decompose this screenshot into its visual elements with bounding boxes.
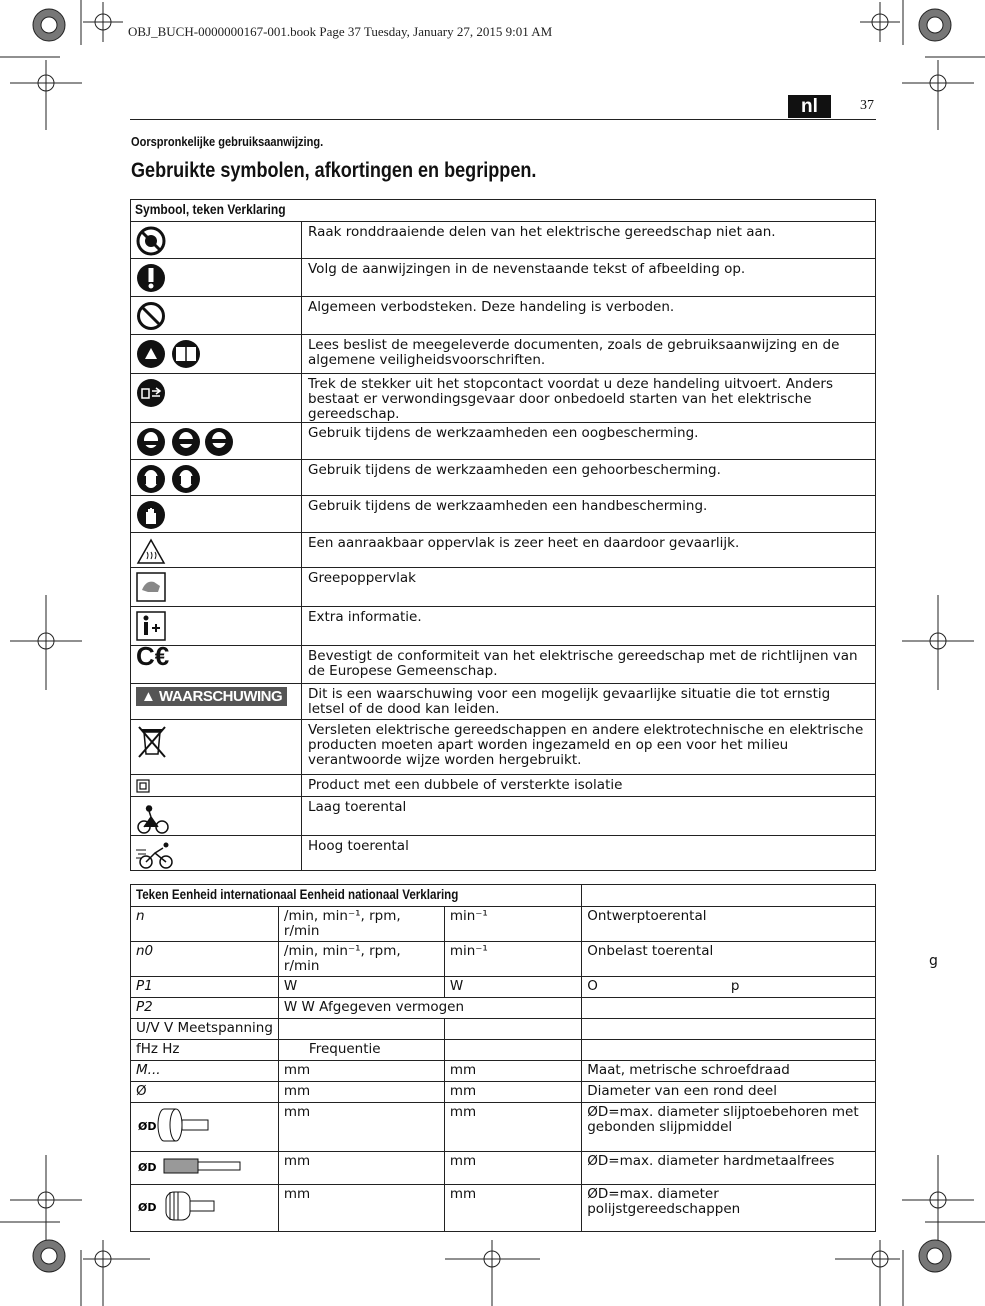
symbol-cell <box>131 641 302 684</box>
unit-national: min⁻¹ <box>444 942 581 977</box>
unit-national: mm <box>444 1082 581 1103</box>
symbol-description: Greepoppervlak <box>302 568 876 607</box>
unit-sign-cell <box>131 1152 279 1185</box>
symbol-cell <box>131 684 302 720</box>
unit-international: mm <box>278 1152 444 1185</box>
unit-description: Ontwerptoerental <box>582 907 876 942</box>
symbol-cell <box>131 222 302 259</box>
symbol-cell <box>131 297 302 335</box>
symbols-table <box>130 199 876 871</box>
unit-sign: n <box>131 907 279 942</box>
symbols-table-header: Symbool, teken Verklaring <box>131 200 876 222</box>
eye-protection-icon <box>136 427 241 457</box>
unit-national: mm <box>444 1061 581 1082</box>
ce-mark-icon: C€ <box>136 641 170 671</box>
unit-international: /min, min⁻¹, rpm, r/min <box>278 907 444 942</box>
unit-description: O p <box>582 977 876 998</box>
symbol-description: Product met een dubbele of versterkte isolatie <box>302 775 876 797</box>
symbol-cell <box>131 533 302 568</box>
symbol-description: Bevestigt de conformiteit van het elektrische gereedschap met de richtlijnen van de Europese Gemeenschap. <box>302 646 876 684</box>
unit-sign: fHz Hz <box>131 1040 279 1061</box>
units-table-header: Teken Eenheid internationaal Eenheid nationaal Verklaring <box>131 885 582 907</box>
unit-description <box>582 1040 876 1061</box>
unit-sign-cell <box>131 1185 279 1232</box>
prohibition-icon <box>136 301 166 331</box>
symbol-description: Laag toerental <box>302 797 876 836</box>
page-number: 37 <box>860 98 874 113</box>
empty-cell <box>582 885 876 907</box>
unit-description: ØD=max. diameter polijstgereedschappen <box>582 1185 876 1232</box>
symbol-description: Raak ronddraaiende delen van het elektrische gereedschap niet aan. <box>302 222 876 259</box>
symbol-description: Gebruik tijdens de werkzaamheden een gehoorbescherming. <box>302 460 876 496</box>
hot-surface-icon <box>136 537 166 565</box>
unplug-icon <box>136 378 166 408</box>
file-info-line: OBJ_BUCH-0000000167-001.book Page 37 Tuesday, January 27, 2015 9:01 AM <box>128 24 553 39</box>
unit-national: mm <box>444 1152 581 1185</box>
symbol-cell <box>131 797 302 836</box>
symbol-description: Algemeen verbodsteken. Deze handeling is verboden. <box>302 297 876 335</box>
unit-description: ØD=max. diameter slijptoebehoren met gebonden slijpmiddel <box>582 1103 876 1152</box>
unit-description: Onbelast toerental <box>582 942 876 977</box>
unit-national <box>444 1019 581 1040</box>
units-table <box>130 884 876 1232</box>
unit-international: mm <box>278 1082 444 1103</box>
unit-sign-cell <box>131 1103 279 1152</box>
ear-protection-icon <box>136 464 206 494</box>
stray-character: g <box>929 953 938 969</box>
grip-surface-icon <box>136 572 166 602</box>
symbol-description: Hoog toerental <box>302 836 876 871</box>
language-badge: nl <box>788 95 831 118</box>
unit-international: W <box>278 977 444 998</box>
symbol-cell <box>131 720 302 775</box>
unit-description <box>582 1019 876 1040</box>
symbol-cell <box>131 836 302 871</box>
unit-international: mm <box>278 1185 444 1232</box>
od-label: ØD <box>138 1201 157 1214</box>
page-title: Gebruikte symbolen, afkortingen en begrippen. <box>131 159 537 182</box>
symbol-description: Dit is een waarschuwing voor een mogelijk gevaarlijke situatie die tot ernstig letsel of de dood kan leiden. <box>302 684 876 720</box>
double-insulation-icon <box>136 779 150 793</box>
unit-national <box>444 1040 581 1061</box>
low-speed-icon <box>136 801 170 835</box>
symbol-cell <box>131 607 302 646</box>
symbol-cell <box>131 568 302 607</box>
symbol-cell <box>131 335 302 374</box>
unit-international: mm <box>278 1103 444 1152</box>
symbol-description: Een aanraakbaar oppervlak is zeer heet en daardoor gevaarlijk. <box>302 533 876 568</box>
unit-national: min⁻¹ <box>444 907 581 942</box>
unit-sign: M... <box>131 1061 279 1082</box>
symbol-description: Trek de stekker uit het stopcontact voordat u deze handeling uitvoert. Anders bestaat er verwondingsgevaar door onbedoeld starten van het elektrische gereedschap. <box>302 374 876 423</box>
unit-sign: n0 <box>131 942 279 977</box>
unit-description <box>582 998 876 1019</box>
symbol-cell <box>131 259 302 297</box>
unit-sign: Ø <box>131 1082 279 1103</box>
high-speed-icon <box>136 840 176 870</box>
unit-international: W W Afgegeven vermogen <box>278 998 581 1019</box>
unit-description: ØD=max. diameter hardmetaalfrees <box>582 1152 876 1185</box>
polishing-tool-diameter-icon <box>136 1187 226 1225</box>
warning-badge-label: WAARSCHUWING <box>159 688 283 705</box>
symbol-cell <box>131 496 302 533</box>
subtitle: Oorspronkelijke gebruiksaanwijzing. <box>131 134 324 149</box>
carbide-cutter-diameter-icon <box>136 1154 246 1178</box>
symbol-description: Volg de aanwijzingen in de nevenstaande tekst of afbeelding op. <box>302 259 876 297</box>
no-touch-rotating-icon <box>136 226 166 256</box>
unit-sign: P1 <box>131 977 279 998</box>
symbol-description: Lees beslist de meegeleverde documenten, zoals de gebruiksaanwijzing en de algemene veiligheidsvoorschriften. <box>302 335 876 374</box>
exclamation-icon <box>136 263 166 293</box>
unit-international: Frequentie <box>278 1040 444 1061</box>
unit-description: Diameter van een rond deel <box>582 1082 876 1103</box>
info-icon <box>136 611 166 641</box>
symbol-cell <box>131 374 302 423</box>
symbol-description: Versleten elektrische gereedschappen en andere elektrotechnische en elektrische producten moeten apart worden ingezameld en op een voor het milieu verantwoorde wijze worden hergebruikt. <box>302 720 876 775</box>
hand-protection-icon <box>136 500 166 530</box>
unit-international <box>278 1019 444 1040</box>
symbol-cell <box>131 423 302 460</box>
unit-sign: P2 <box>131 998 279 1019</box>
header-divider <box>130 119 876 120</box>
grinding-tool-diameter-icon <box>136 1105 216 1145</box>
unit-sign: U/V V Meetspanning <box>131 1019 279 1040</box>
symbol-description: Extra informatie. <box>302 607 876 646</box>
symbol-cell <box>131 775 302 797</box>
unit-national: mm <box>444 1185 581 1232</box>
warning-badge-icon: ▲ WAARSCHUWING <box>136 687 287 706</box>
symbol-description: Gebruik tijdens de werkzaamheden een handbescherming. <box>302 496 876 533</box>
unit-national: mm <box>444 1103 581 1152</box>
crossed-bin-icon <box>136 724 168 760</box>
unit-description: Maat, metrische schroefdraad <box>582 1061 876 1082</box>
read-manual-icon <box>136 339 206 369</box>
od-label: ØD <box>138 1120 157 1133</box>
symbol-description: Gebruik tijdens de werkzaamheden een oogbescherming. <box>302 423 876 460</box>
od-label: ØD <box>138 1161 157 1174</box>
unit-international: /min, min⁻¹, rpm, r/min <box>278 942 444 977</box>
symbol-cell <box>131 460 302 496</box>
unit-international: mm <box>278 1061 444 1082</box>
unit-national: W <box>444 977 581 998</box>
